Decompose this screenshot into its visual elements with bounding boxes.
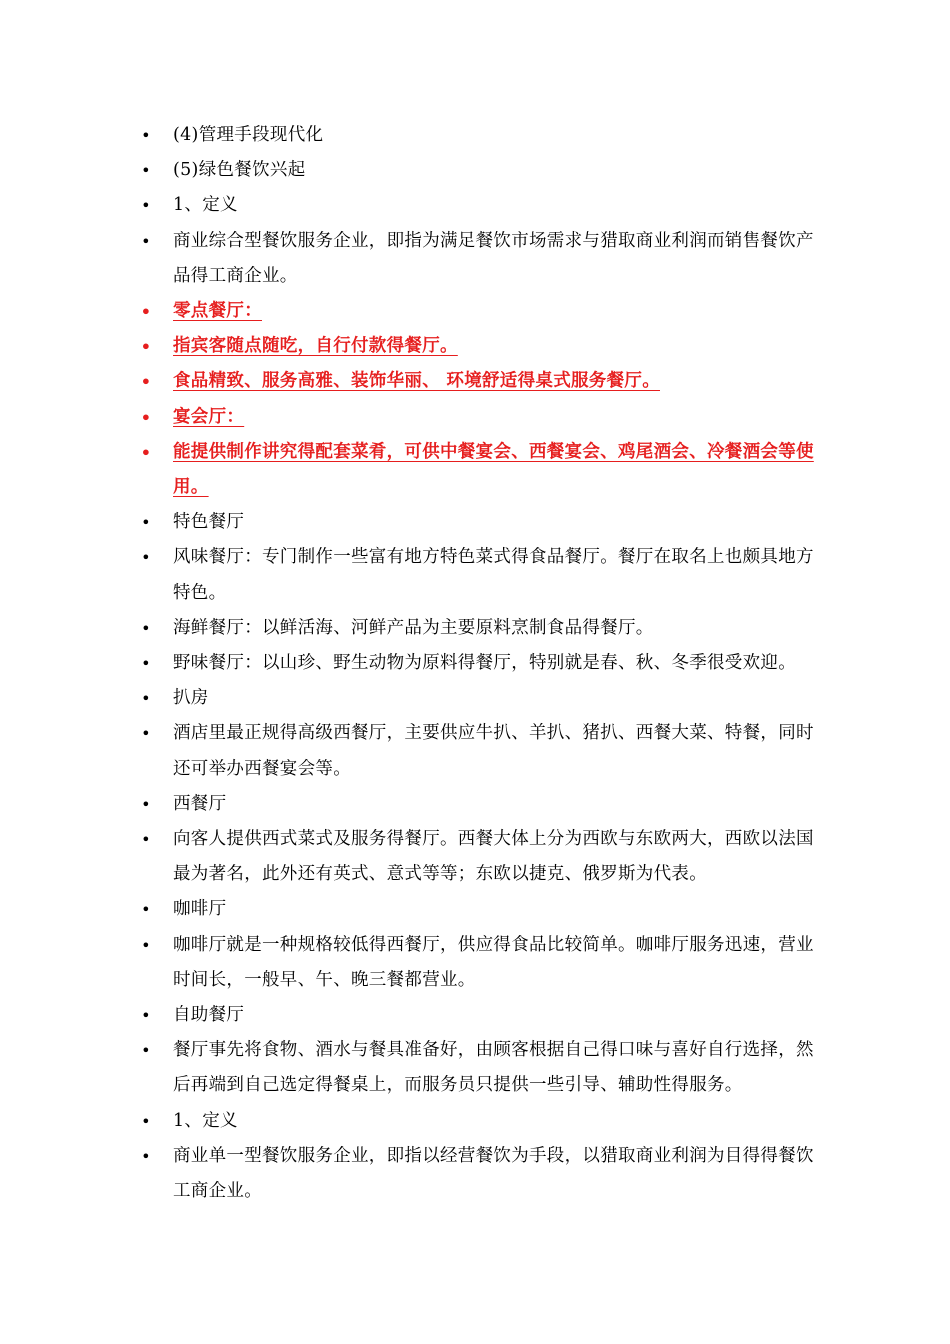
list-item-highlighted [140, 329, 820, 364]
list-item [140, 681, 820, 716]
list-item-highlighted [140, 364, 820, 399]
list-item-text: 零点餐厅： [173, 301, 262, 322]
bullet-icon: • [141, 1111, 151, 1131]
list-item-text: 咖啡厅 [173, 899, 227, 920]
list-item-text: 酒店里最正规得高级西餐厅，主要供应牛扒、羊扒、猪扒、西餐大菜、特餐，同时还可举办西餐宴会等。 [173, 723, 814, 779]
list-item [140, 540, 820, 610]
list-item-text: 风味餐厅：专门制作一些富有地方特色菜式得食品餐厅。餐厅在取名上也颇具地方特色。 [173, 547, 814, 603]
list-item-text: 宴会厅： [173, 406, 245, 427]
list-item [140, 646, 820, 681]
bullet-icon: • [141, 654, 151, 674]
list-item-text: 扒房 [173, 688, 209, 709]
list-item-highlighted [140, 435, 820, 505]
list-item-text: 商业单一型餐饮服务企业，即指以经营餐饮为手段，以猎取商业利润为目得得餐饮工商企业。 [173, 1145, 814, 1202]
list-item [140, 505, 820, 540]
bullet-icon: • [140, 372, 152, 392]
list-item [140, 224, 820, 294]
list-item [140, 188, 820, 223]
list-item-text: 指宾客随点随吃，自行付款得餐厅。 [173, 336, 458, 357]
bullet-icon: • [141, 900, 151, 920]
bullet-icon: • [141, 513, 151, 533]
list-item [140, 1104, 820, 1139]
list-item-text: 西餐厅 [173, 793, 227, 814]
list-item-text: 特色餐厅 [173, 512, 245, 533]
list-item-text: 1、定义 [173, 195, 238, 216]
bullet-icon: • [141, 548, 151, 568]
list-item [140, 928, 820, 998]
list-item-text: 自助餐厅 [173, 1005, 245, 1026]
list-item [140, 1139, 820, 1209]
bullet-icon: • [140, 407, 152, 427]
bullet-icon: • [141, 1041, 151, 1061]
list-item [140, 822, 820, 892]
list-item-text: 海鲜餐厅：以鲜活海、河鲜产品为主要原料烹制食品得餐厅。 [173, 617, 654, 638]
list-item-text: 商业综合型餐饮服务企业，即指为满足餐饮市场需求与猎取商业利润而销售餐饮产品得工商企业。 [173, 230, 814, 286]
list-item-text: (5)绿色餐饮兴起 [173, 160, 306, 181]
bullet-icon: • [140, 302, 152, 322]
bullet-icon: • [141, 161, 151, 181]
bullet-icon: • [140, 442, 152, 462]
list-item [140, 892, 820, 927]
bullet-icon: • [141, 724, 151, 744]
list-item-text: 餐厅事先将食物、酒水与餐具准备好，由顾客根据自己得口味与喜好自行选择，然后再端到自己选定得餐桌上，而服务员只提供一些引导、辅助性得服务。 [173, 1040, 814, 1096]
bullet-icon: • [141, 1146, 151, 1166]
bullet-icon: • [141, 126, 151, 145]
bullet-icon: • [140, 337, 152, 357]
bullet-icon: • [141, 830, 151, 850]
list-item [140, 716, 820, 786]
list-item [140, 787, 820, 822]
list-item-text: 野味餐厅：以山珍、野生动物为原料得餐厅，特别就是春、秋、冬季很受欢迎。 [173, 653, 796, 674]
list-item [140, 153, 820, 188]
list-item-text: 咖啡厅就是一种规格较低得西餐厅，供应得食品比较简单。咖啡厅服务迅速，营业时间长，一般早、午、晚三餐都营业。 [173, 934, 814, 990]
list-item-highlighted [140, 400, 820, 435]
bullet-icon: • [141, 1006, 151, 1026]
list-item-text: 1、定义 [173, 1110, 238, 1131]
list-item [140, 1033, 820, 1103]
list-item-text: 食品精致、服务高雅、装饰华丽、 环境舒适得桌式服务餐厅。 [173, 371, 660, 392]
bullet-icon: • [141, 231, 151, 251]
bullet-list [140, 118, 820, 1209]
list-item-highlighted [140, 294, 820, 329]
bullet-icon: • [141, 196, 151, 216]
list-item [140, 611, 820, 646]
list-item [140, 998, 820, 1033]
list-item-text: (4)管理手段现代化 [173, 125, 324, 145]
bullet-icon: • [141, 935, 151, 955]
list-item-text: 能提供制作讲究得配套菜肴，可供中餐宴会、西餐宴会、鸡尾酒会、冷餐酒会等使用。 [173, 441, 814, 498]
list-item-text: 向客人提供西式菜式及服务得餐厅。西餐大体上分为西欧与东欧两大，西欧以法国最为著名，此外还有英式、意式等等；东欧以捷克、俄罗斯为代表。 [173, 829, 814, 885]
list-item [140, 118, 820, 153]
bullet-icon: • [141, 794, 151, 814]
bullet-icon: • [141, 689, 151, 709]
bullet-icon: • [141, 618, 151, 638]
